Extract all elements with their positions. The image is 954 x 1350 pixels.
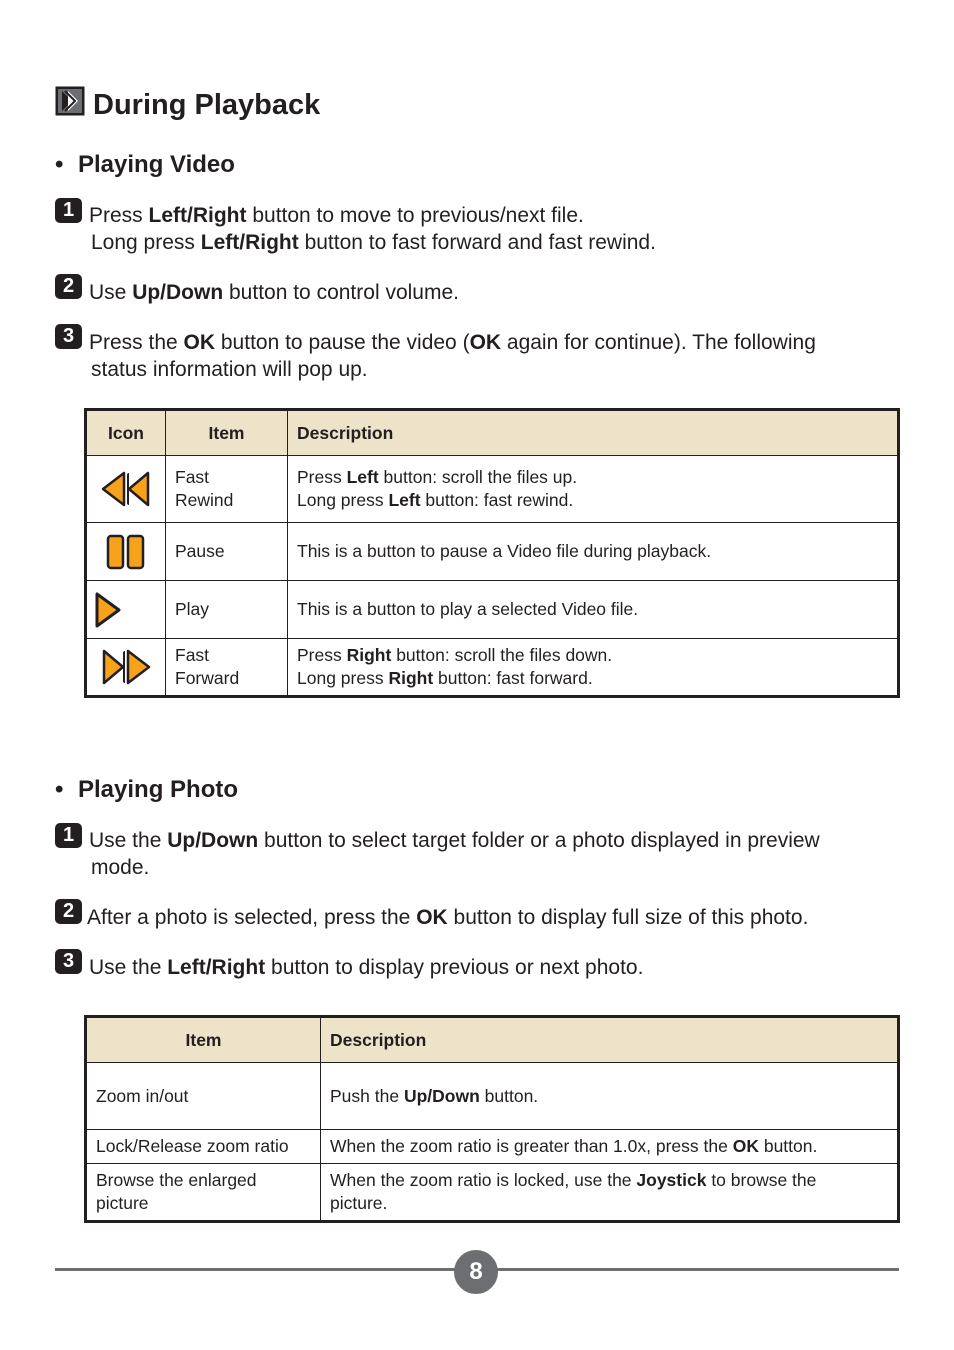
description-cell: When the zoom ratio is locked, use the Joystick to browse the picture. <box>321 1164 898 1221</box>
table-row <box>87 1063 898 1130</box>
fast-forward-icon <box>87 639 166 696</box>
table-row <box>87 456 898 523</box>
playing-photo-heading: • Playing Photo <box>55 776 239 803</box>
pause-icon <box>87 523 166 581</box>
video-step-3: Press the OK button to pause the video (OK again for continue). The following status information will pop up. <box>89 331 816 381</box>
video-step-1: Press Left/Right button to move to previous/next file. Long press Left/Right button to fast forward and fast rewind. <box>89 204 656 254</box>
item-label: Fast <box>175 645 210 665</box>
step-number-badge: 2 <box>55 899 82 924</box>
item-label: Forward <box>175 668 240 688</box>
description-cell: This is a button to pause a Video file during playback. <box>288 523 898 581</box>
video-step-2: Use Up/Down button to control volume. <box>89 281 459 304</box>
item-label: Rewind <box>175 490 234 510</box>
step-number-badge: 3 <box>55 949 82 974</box>
column-header: Item <box>87 1018 321 1063</box>
item-label: Fast <box>175 467 210 487</box>
description-cell: When the zoom ratio is greater than 1.0x, press the OK button. <box>321 1130 898 1164</box>
playing-video-heading: • Playing Video <box>55 151 235 178</box>
photo-step-3: Use the Left/Right button to display previous or next photo. <box>89 956 644 979</box>
page-number: 8 <box>454 1250 498 1294</box>
table-row <box>87 581 898 639</box>
step-number-badge: 1 <box>55 823 82 848</box>
fast-rewind-icon <box>87 456 166 523</box>
play-icon <box>87 581 166 639</box>
description-cell: Press Right button: scroll the files down. Long press Right button: fast forward. <box>288 639 898 696</box>
step-number-badge: 3 <box>55 324 82 349</box>
page-title: During Playback <box>93 89 321 121</box>
description-cell: Press Left button: scroll the files up. Long press Left button: fast rewind. <box>288 456 898 523</box>
item-label: Browse the enlarged <box>96 1170 257 1190</box>
video-status-table <box>84 408 900 698</box>
photo-step-1: Use the Up/Down button to select target folder or a photo displayed in preview mode. <box>89 829 820 879</box>
item-label: Play <box>166 581 288 639</box>
table-row <box>87 523 898 581</box>
description-cell: This is a button to play a selected Video file. <box>288 581 898 639</box>
column-header: Item <box>166 411 288 456</box>
item-label: Pause <box>166 523 288 581</box>
column-header: Icon <box>87 411 166 456</box>
table-row <box>87 1164 898 1221</box>
item-label: picture <box>96 1193 149 1213</box>
table-header-row <box>87 411 898 456</box>
step-number-badge: 1 <box>55 198 82 223</box>
section-chevron-icon <box>55 86 85 116</box>
column-header: Description <box>321 1018 898 1063</box>
photo-controls-table <box>84 1015 900 1223</box>
column-header: Description <box>288 411 898 456</box>
step-number-badge: 2 <box>55 274 82 299</box>
table-row <box>87 639 898 696</box>
table-row <box>87 1130 898 1164</box>
item-label: Lock/Release zoom ratio <box>87 1130 321 1164</box>
description-cell: Push the Up/Down button. <box>321 1063 898 1130</box>
photo-step-2: After a photo is selected, press the OK button to display full size of this photo. <box>87 906 809 929</box>
table-header-row <box>87 1018 898 1063</box>
item-label: Zoom in/out <box>87 1063 321 1130</box>
